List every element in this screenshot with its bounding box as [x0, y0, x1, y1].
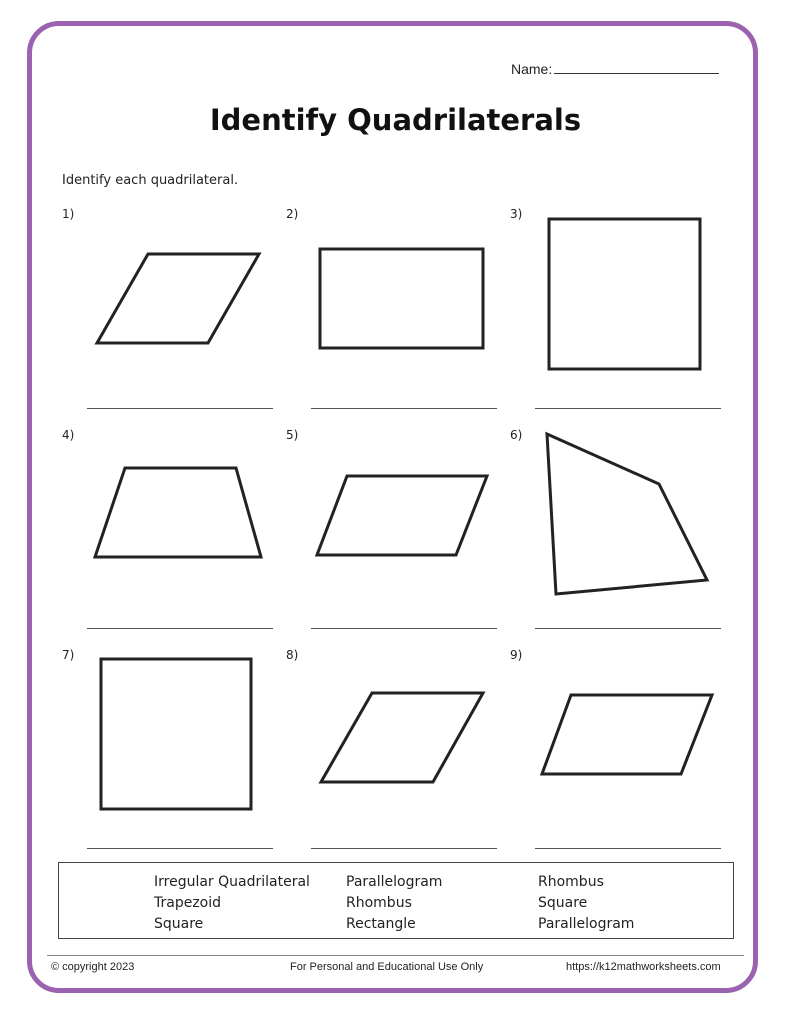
footer-divider: [47, 955, 744, 956]
word-bank-item: Irregular Quadrilateral: [154, 874, 310, 890]
word-bank-item: Parallelogram: [538, 916, 635, 932]
question-number-4: 4): [62, 428, 75, 442]
word-bank-column-2: [346, 872, 442, 935]
word-bank-item: Rhombus: [346, 895, 412, 911]
name-label: Name:: [511, 61, 553, 77]
question-number-1: 1): [62, 207, 75, 221]
shape-1-rhombus: [97, 254, 259, 343]
question-number-5: 5): [286, 428, 299, 442]
instructions: Identify each quadrilateral.: [62, 173, 239, 188]
answer-line-2[interactable]: [311, 408, 497, 409]
shape-8-rhombus: [321, 693, 483, 782]
question-number-9: 9): [510, 648, 523, 662]
question-number-7: 7): [62, 648, 75, 662]
question-number-3: 3): [510, 207, 523, 221]
question-number-6: 6): [510, 428, 523, 442]
shape-3-square: [549, 219, 700, 369]
answer-line-4[interactable]: [87, 628, 273, 629]
question-number-2: 2): [286, 207, 299, 221]
question-number-8: 8): [286, 648, 299, 662]
shape-6-irregular-quadrilateral: [547, 434, 707, 594]
shape-4-trapezoid: [95, 468, 261, 557]
word-bank-column-1: [154, 872, 310, 935]
answer-line-1[interactable]: [87, 408, 273, 409]
word-bank-item: Parallelogram: [346, 874, 443, 890]
usage-notice: For Personal and Educational Use Only: [290, 961, 484, 973]
shape-5-parallelogram: [317, 476, 487, 555]
word-bank-item: Square: [154, 916, 204, 932]
worksheet-title: Identify Quadrilaterals: [209, 103, 582, 137]
shape-9-parallelogram: [542, 695, 712, 774]
copyright-text: © copyright 2023: [51, 961, 135, 973]
word-bank-column-3: [538, 872, 634, 935]
answer-line-6[interactable]: [535, 628, 721, 629]
shape-2-rectangle: [320, 249, 483, 348]
answer-line-7[interactable]: [87, 848, 273, 849]
website-link[interactable]: https://k12mathworksheets.com: [566, 961, 721, 973]
answer-line-9[interactable]: [535, 848, 721, 849]
answer-line-3[interactable]: [535, 408, 721, 409]
shape-7-square: [101, 659, 251, 809]
word-bank-item: Rectangle: [346, 916, 416, 932]
answer-line-5[interactable]: [311, 628, 497, 629]
word-bank-item: Rhombus: [538, 874, 604, 890]
word-bank-item: Square: [538, 895, 588, 911]
word-bank-item: Trapezoid: [154, 895, 222, 911]
word-bank: [58, 862, 734, 939]
answer-line-8[interactable]: [311, 848, 497, 849]
